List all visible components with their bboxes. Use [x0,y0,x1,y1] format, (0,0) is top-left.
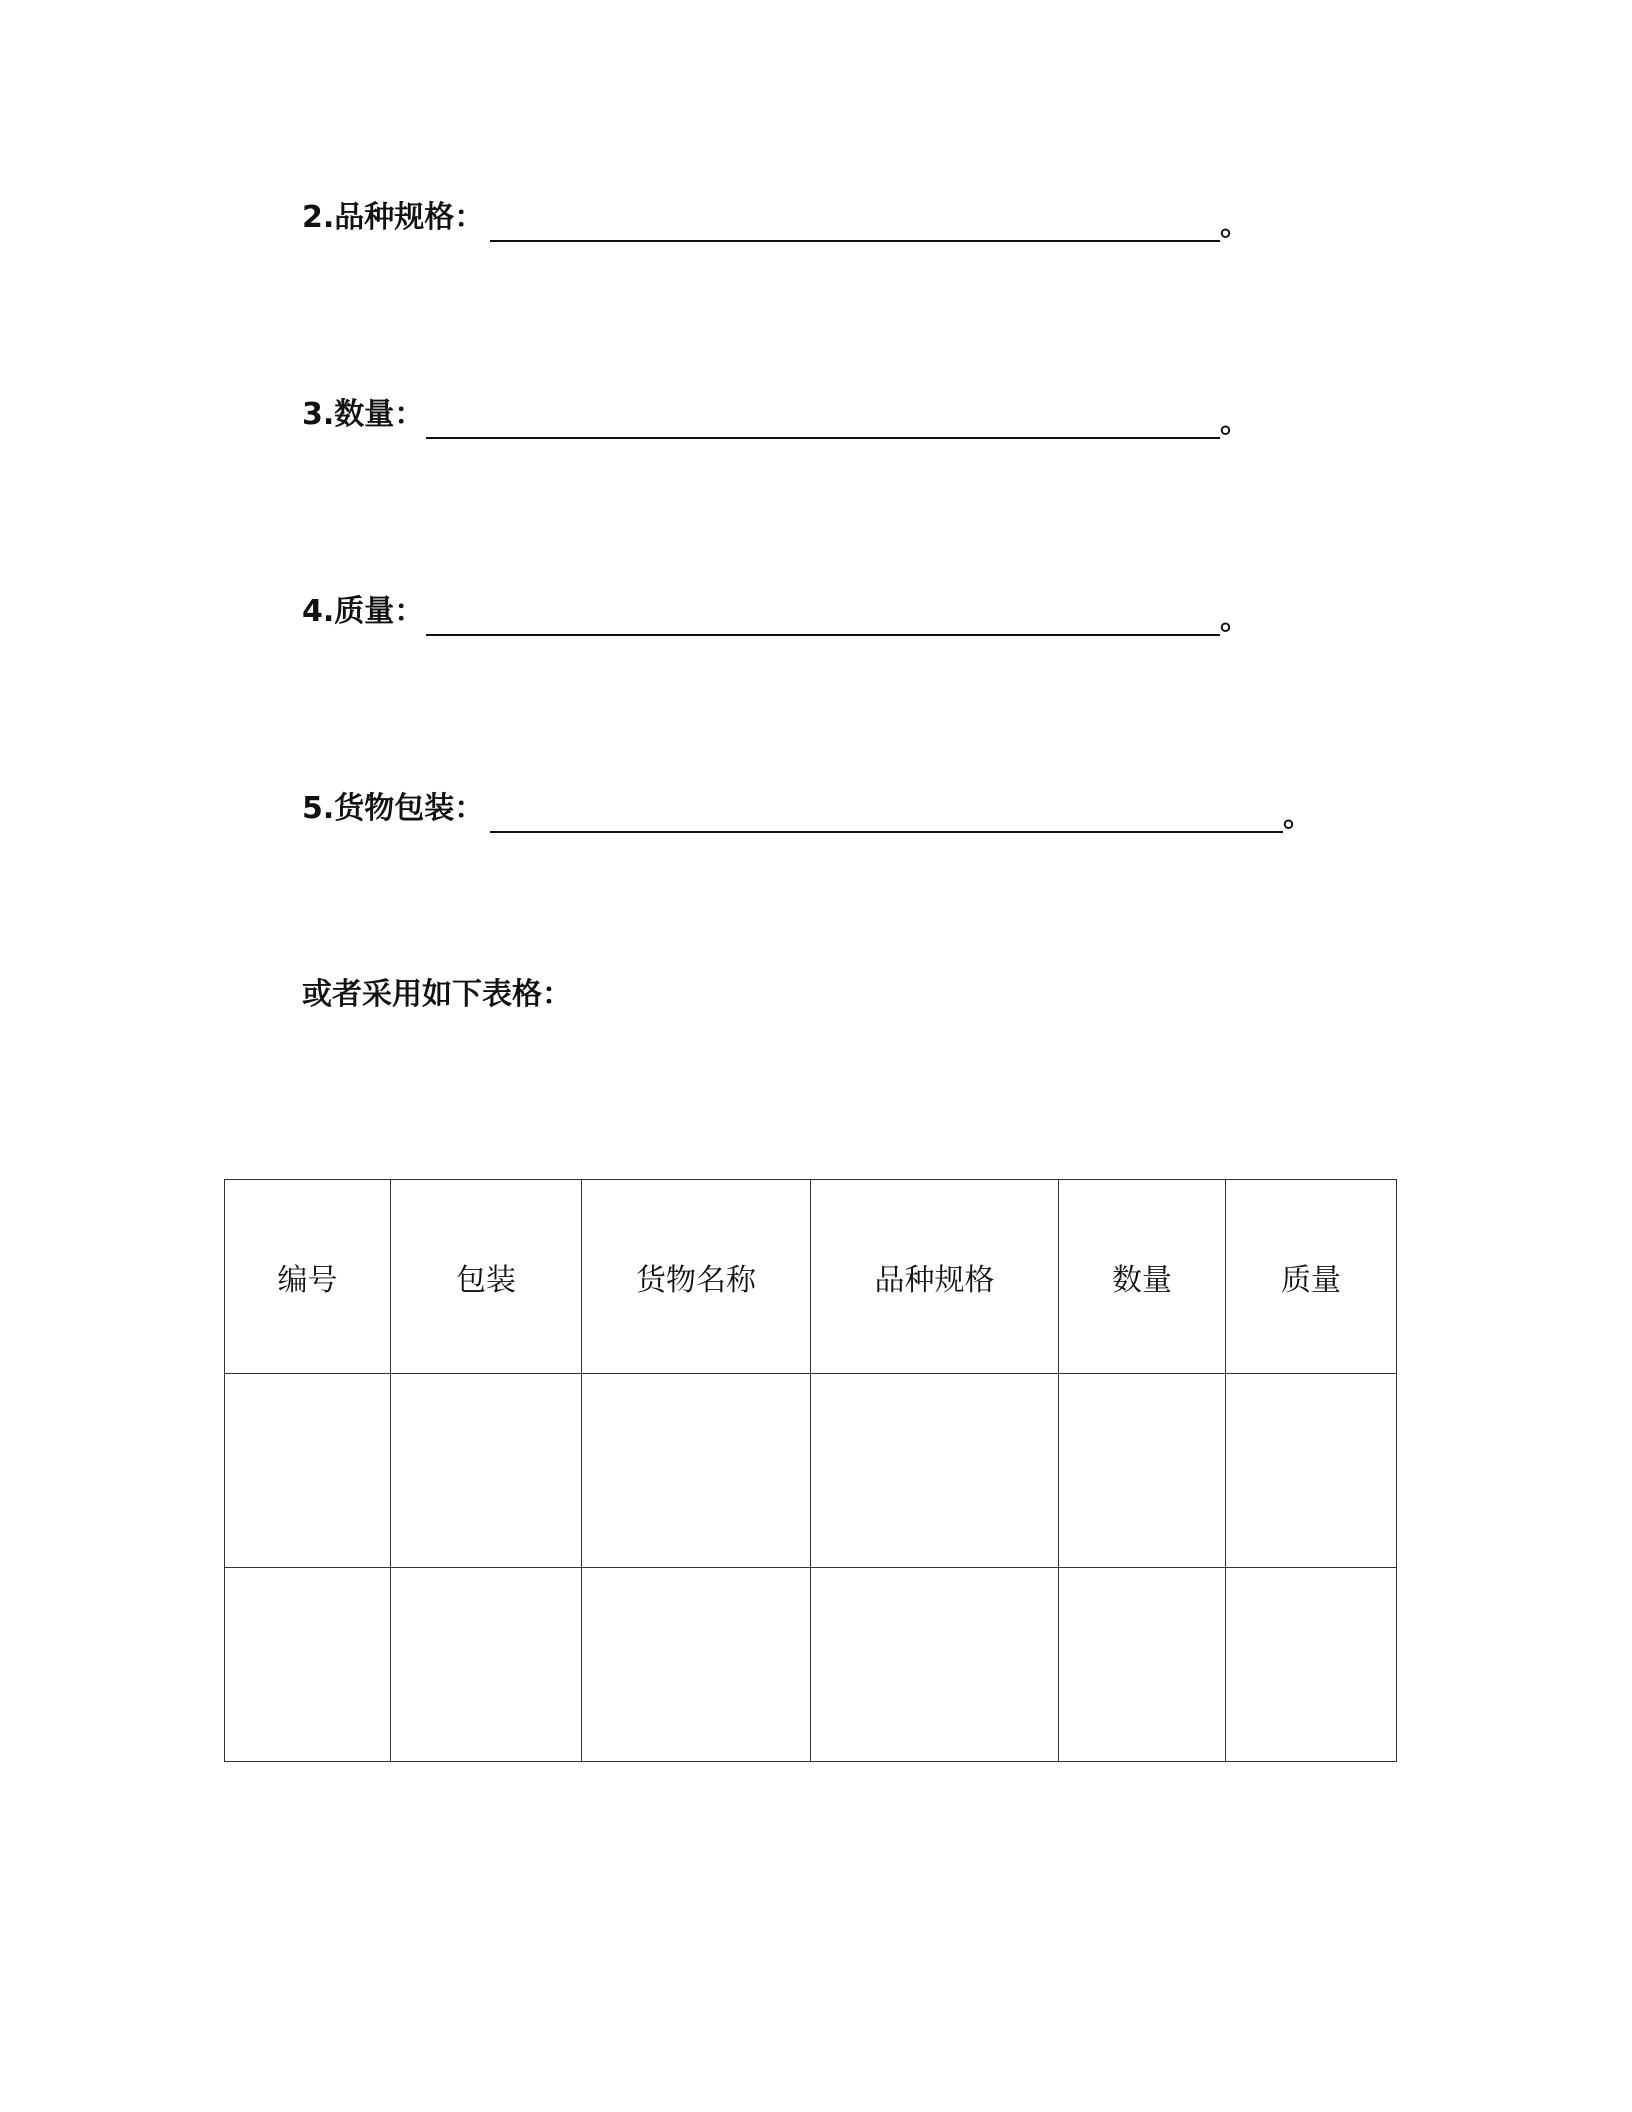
table-cell[interactable] [1059,1374,1226,1568]
table-row [225,1374,1397,1568]
field-packaging [0,791,1632,851]
table-intro-text: 或者采用如下表格： [302,977,572,1012]
header-packaging: 包装 [391,1180,582,1374]
field-quality [0,594,1632,654]
field-blank[interactable] [426,437,1220,439]
table-cell[interactable] [1226,1374,1397,1568]
table-cell[interactable] [225,1374,391,1568]
header-variety-spec: 品种规格 [811,1180,1059,1374]
header-quantity: 数量 [1059,1180,1226,1374]
table-cell[interactable] [582,1568,811,1762]
field-end-mark: 。 [1220,602,1250,637]
field-end-mark: 。 [1283,799,1313,834]
field-end-mark: 。 [1220,208,1250,243]
field-label: 4.质量： [302,594,425,629]
field-quantity [0,397,1632,457]
table-header-row [225,1180,1397,1374]
field-label: 3.数量： [302,397,425,432]
field-blank[interactable] [490,831,1283,833]
header-goods-name: 货物名称 [582,1180,811,1374]
table-row [225,1568,1397,1762]
table-cell[interactable] [811,1374,1059,1568]
table-cell[interactable] [1226,1568,1397,1762]
table-cell[interactable] [1059,1568,1226,1762]
field-label: 5.货物包装： [302,791,485,826]
table-cell[interactable] [391,1568,582,1762]
table-cell[interactable] [391,1374,582,1568]
field-blank[interactable] [426,634,1220,636]
table-cell[interactable] [811,1568,1059,1762]
header-id: 编号 [225,1180,391,1374]
table-cell[interactable] [225,1568,391,1762]
table-cell[interactable] [582,1374,811,1568]
header-quality: 质量 [1226,1180,1397,1374]
field-label: 2.品种规格： [302,200,485,235]
field-blank[interactable] [490,240,1220,242]
field-end-mark: 。 [1220,405,1250,440]
field-variety-spec [0,200,1632,260]
goods-table [224,1179,1397,1762]
